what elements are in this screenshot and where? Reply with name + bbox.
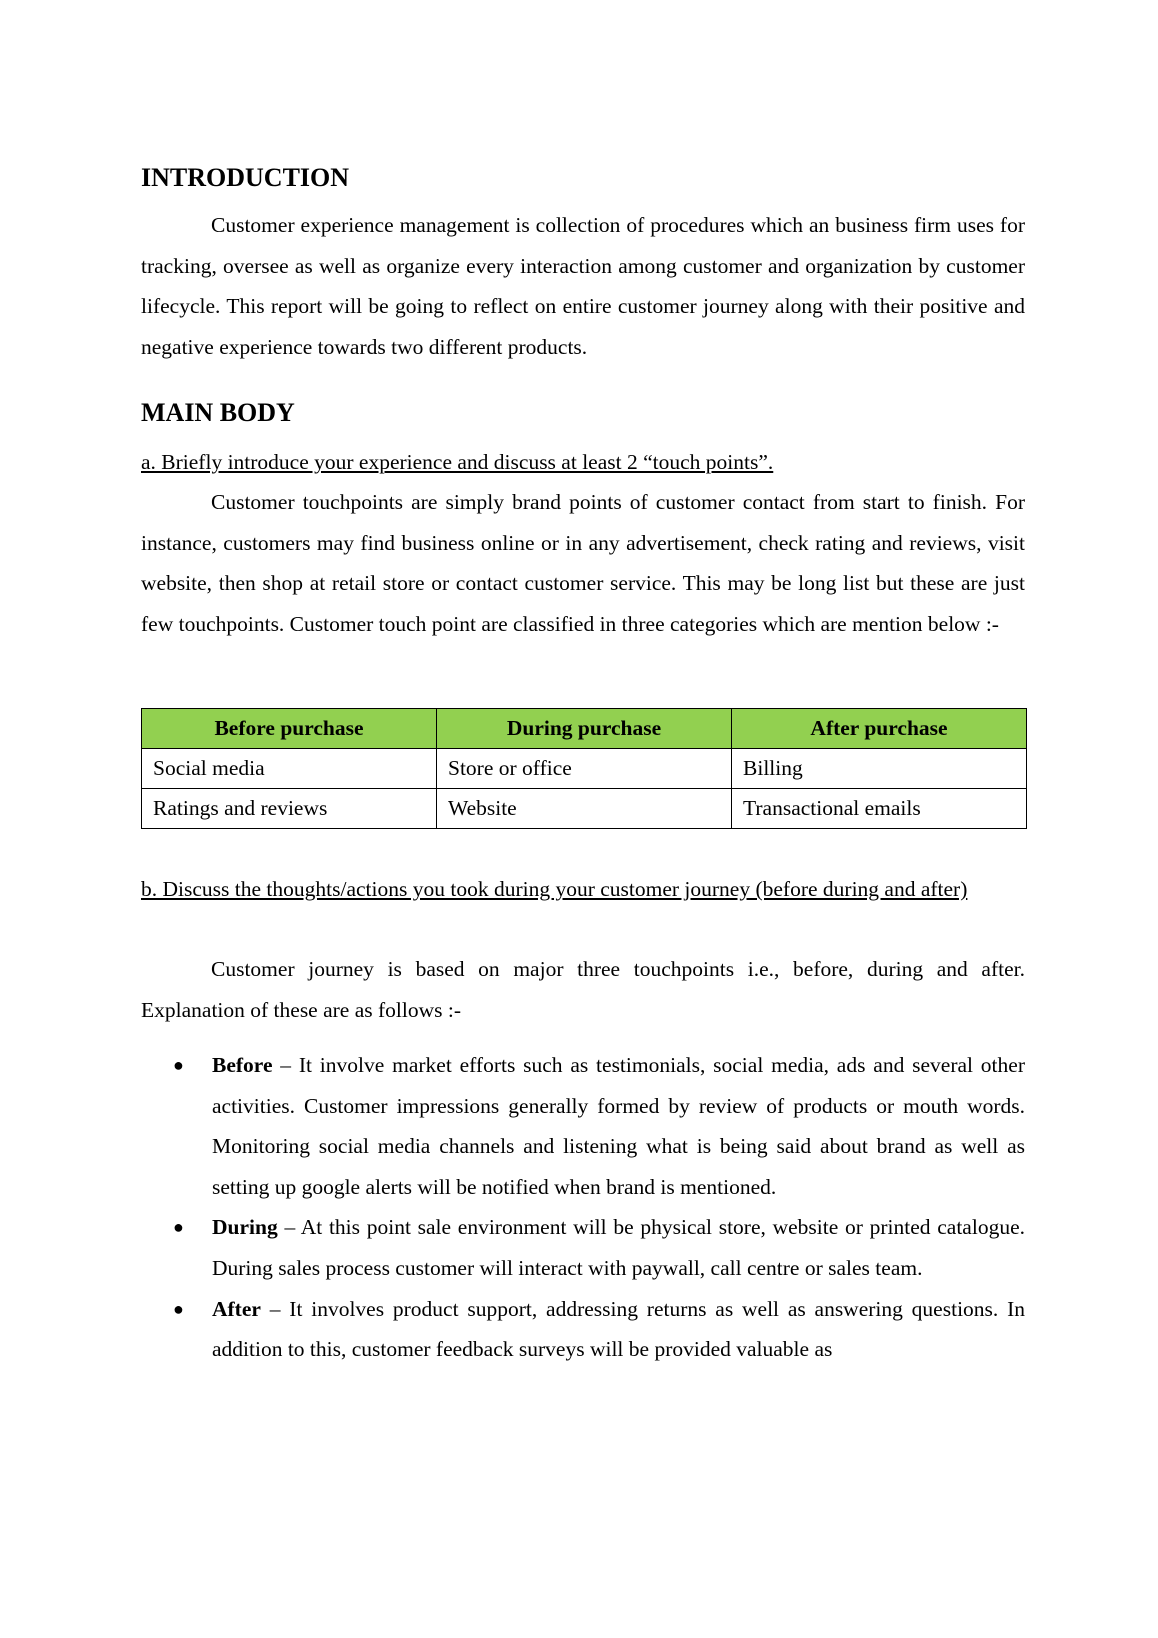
bullet-term: After <box>212 1296 261 1321</box>
table-header-cell: During purchase <box>437 709 732 749</box>
bullet-icon: ● <box>173 1217 184 1238</box>
bullet-term: During <box>212 1215 278 1240</box>
table-cell: Billing <box>732 749 1027 789</box>
table-cell: Social media <box>142 749 437 789</box>
table-header-cell: After purchase <box>732 709 1027 749</box>
bullet-icon: ● <box>173 1298 184 1319</box>
table-header-cell: Before purchase <box>142 709 437 749</box>
table-row <box>142 789 1027 829</box>
table-header-row <box>142 709 1027 749</box>
list-item <box>141 1045 1025 1207</box>
table-cell: Store or office <box>437 749 732 789</box>
table-cell: Transactional emails <box>732 789 1027 829</box>
list-item <box>141 1207 1025 1288</box>
table-row <box>142 749 1027 789</box>
touchpoints-table <box>141 708 1027 829</box>
bullet-icon: ● <box>173 1055 184 1075</box>
bullet-text: – It involves product support, addressing returns as well as answering questions. In addition to this, customer feedback surveys will be provided valuable as <box>212 1296 1025 1362</box>
question-b: b. Discuss the thoughts/actions you took during your customer journey (before during and after) <box>141 877 968 901</box>
table-cell: Website <box>437 789 732 829</box>
paragraph-b: Customer journey is based on major three touchpoints i.e., before, during and after. Explanation of these are as follows :- <box>141 957 1025 1022</box>
paragraph-a: Customer touchpoints are simply brand points of customer contact from start to finish. For instance, customers may find business online or in any advertisement, check rating and reviews, visit website, then shop at retail store or contact customer service. This may be long list but these are just few touchpoints. Customer touch point are classified in three categories which are mention below :- <box>141 490 1025 636</box>
bullet-text: – It involve market efforts such as testimonials, social media, ads and several other activities. Customer impressions generally formed by review of products or mouth words. Monitoring social media channels and listening what is being said about brand as well as setting up google alerts will be notified when brand is mentioned. <box>212 1053 1025 1199</box>
intro-heading: INTRODUCTION <box>141 163 350 192</box>
question-a: a. Briefly introduce your experience and discuss at least 2 “touch points”. <box>141 450 774 474</box>
bullet-term: Before <box>212 1053 273 1077</box>
list-item <box>141 1289 1025 1370</box>
table-cell: Ratings and reviews <box>142 789 437 829</box>
bullet-text: – At this point sale environment will be physical store, website or printed catalogue. During sales process customer will interact with paywall, call centre or sales team. <box>212 1215 1025 1280</box>
journey-bullet-list <box>141 1045 1025 1370</box>
intro-paragraph: Customer experience management is collection of procedures which an business firm uses for tracking, oversee as well as organize every interaction among customer and organization by customer lifecycle. This report will be going to reflect on entire customer journey along with their positive and negative experience towards two different products. <box>141 213 1025 359</box>
main-body-heading: MAIN BODY <box>141 398 295 427</box>
